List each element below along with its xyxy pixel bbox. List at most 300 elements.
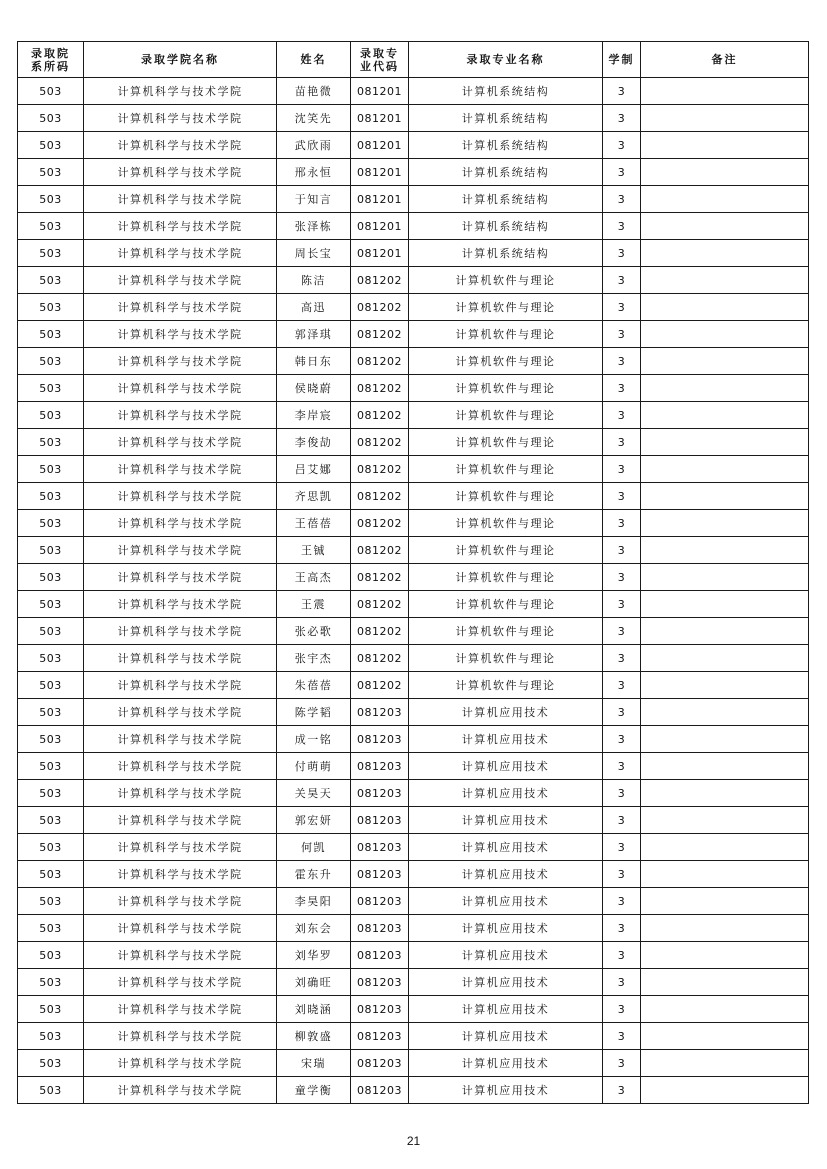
table-row — [18, 348, 809, 375]
remarks-cell — [641, 456, 809, 483]
table-row — [18, 618, 809, 645]
college-name-cell: 计算机科学与技术学院 — [84, 429, 277, 456]
dept-code-cell: 503 — [18, 321, 84, 348]
table-row — [18, 645, 809, 672]
duration-cell: 3 — [603, 834, 641, 861]
major-name-cell: 计算机应用技术 — [409, 888, 603, 915]
student-name-cell: 张宇杰 — [277, 645, 351, 672]
header-student-name: 姓名 — [277, 42, 351, 78]
duration-cell: 3 — [603, 1050, 641, 1077]
major-code-cell: 081203 — [351, 996, 409, 1023]
student-name-cell: 关昊天 — [277, 780, 351, 807]
college-name-cell: 计算机科学与技术学院 — [84, 456, 277, 483]
remarks-cell — [641, 645, 809, 672]
college-name-cell: 计算机科学与技术学院 — [84, 591, 277, 618]
major-code-cell: 081202 — [351, 645, 409, 672]
table-row — [18, 834, 809, 861]
remarks-cell — [641, 159, 809, 186]
duration-cell: 3 — [603, 564, 641, 591]
remarks-cell — [641, 402, 809, 429]
college-name-cell: 计算机科学与技术学院 — [84, 186, 277, 213]
table-row — [18, 996, 809, 1023]
major-code-cell: 081201 — [351, 186, 409, 213]
college-name-cell: 计算机科学与技术学院 — [84, 645, 277, 672]
student-name-cell: 王铖 — [277, 537, 351, 564]
major-name-cell: 计算机软件与理论 — [409, 267, 603, 294]
major-code-cell: 081203 — [351, 726, 409, 753]
major-code-cell: 081203 — [351, 888, 409, 915]
college-name-cell: 计算机科学与技术学院 — [84, 915, 277, 942]
duration-cell: 3 — [603, 105, 641, 132]
major-name-cell: 计算机软件与理论 — [409, 645, 603, 672]
remarks-cell — [641, 834, 809, 861]
major-name-cell: 计算机软件与理论 — [409, 564, 603, 591]
student-name-cell: 陈学韬 — [277, 699, 351, 726]
major-name-cell: 计算机系统结构 — [409, 213, 603, 240]
major-name-cell: 计算机软件与理论 — [409, 321, 603, 348]
dept-code-cell: 503 — [18, 753, 84, 780]
major-name-cell: 计算机应用技术 — [409, 807, 603, 834]
duration-cell: 3 — [603, 213, 641, 240]
student-name-cell: 刘华罗 — [277, 942, 351, 969]
major-name-cell: 计算机软件与理论 — [409, 672, 603, 699]
table-body — [18, 78, 809, 1104]
major-name-cell: 计算机系统结构 — [409, 105, 603, 132]
major-name-cell: 计算机应用技术 — [409, 780, 603, 807]
major-name-cell: 计算机系统结构 — [409, 240, 603, 267]
table-row — [18, 213, 809, 240]
student-name-cell: 王蓓蓓 — [277, 510, 351, 537]
college-name-cell: 计算机科学与技术学院 — [84, 321, 277, 348]
admission-table — [17, 41, 809, 1104]
table-row — [18, 375, 809, 402]
table-row — [18, 780, 809, 807]
remarks-cell — [641, 1023, 809, 1050]
dept-code-cell: 503 — [18, 402, 84, 429]
table-row — [18, 969, 809, 996]
dept-code-cell: 503 — [18, 537, 84, 564]
college-name-cell: 计算机科学与技术学院 — [84, 375, 277, 402]
duration-cell: 3 — [603, 159, 641, 186]
college-name-cell: 计算机科学与技术学院 — [84, 753, 277, 780]
major-name-cell: 计算机应用技术 — [409, 996, 603, 1023]
remarks-cell — [641, 294, 809, 321]
college-name-cell: 计算机科学与技术学院 — [84, 537, 277, 564]
remarks-cell — [641, 105, 809, 132]
major-name-cell: 计算机软件与理论 — [409, 348, 603, 375]
duration-cell: 3 — [603, 402, 641, 429]
header-major-code: 录取专业代码 — [351, 42, 409, 78]
dept-code-cell: 503 — [18, 1023, 84, 1050]
remarks-cell — [641, 537, 809, 564]
table-row — [18, 942, 809, 969]
major-code-cell: 081202 — [351, 510, 409, 537]
student-name-cell: 刘东会 — [277, 915, 351, 942]
dept-code-cell: 503 — [18, 294, 84, 321]
remarks-cell — [641, 618, 809, 645]
student-name-cell: 刘晓涵 — [277, 996, 351, 1023]
duration-cell: 3 — [603, 186, 641, 213]
major-code-cell: 081202 — [351, 375, 409, 402]
college-name-cell: 计算机科学与技术学院 — [84, 780, 277, 807]
student-name-cell: 郭宏妍 — [277, 807, 351, 834]
table-row — [18, 402, 809, 429]
dept-code-cell: 503 — [18, 564, 84, 591]
dept-code-cell: 503 — [18, 969, 84, 996]
duration-cell: 3 — [603, 942, 641, 969]
dept-code-cell: 503 — [18, 780, 84, 807]
duration-cell: 3 — [603, 915, 641, 942]
dept-code-cell: 503 — [18, 915, 84, 942]
remarks-cell — [641, 375, 809, 402]
remarks-cell — [641, 132, 809, 159]
dept-code-cell: 503 — [18, 726, 84, 753]
table-row — [18, 132, 809, 159]
college-name-cell: 计算机科学与技术学院 — [84, 240, 277, 267]
remarks-cell — [641, 510, 809, 537]
remarks-cell — [641, 672, 809, 699]
dept-code-cell: 503 — [18, 267, 84, 294]
major-code-cell: 081203 — [351, 753, 409, 780]
college-name-cell: 计算机科学与技术学院 — [84, 1023, 277, 1050]
major-name-cell: 计算机软件与理论 — [409, 294, 603, 321]
duration-cell: 3 — [603, 618, 641, 645]
dept-code-cell: 503 — [18, 1050, 84, 1077]
major-name-cell: 计算机软件与理论 — [409, 591, 603, 618]
major-code-cell: 081203 — [351, 861, 409, 888]
remarks-cell — [641, 888, 809, 915]
major-code-cell: 081201 — [351, 240, 409, 267]
major-name-cell: 计算机应用技术 — [409, 726, 603, 753]
remarks-cell — [641, 861, 809, 888]
duration-cell: 3 — [603, 429, 641, 456]
table-row — [18, 456, 809, 483]
dept-code-cell: 503 — [18, 348, 84, 375]
student-name-cell: 齐思凯 — [277, 483, 351, 510]
major-name-cell: 计算机应用技术 — [409, 699, 603, 726]
major-code-cell: 081202 — [351, 483, 409, 510]
remarks-cell — [641, 1077, 809, 1104]
student-name-cell: 李昊阳 — [277, 888, 351, 915]
dept-code-cell: 503 — [18, 510, 84, 537]
table-row — [18, 564, 809, 591]
student-name-cell: 朱蓓蓓 — [277, 672, 351, 699]
dept-code-cell: 503 — [18, 996, 84, 1023]
table-row — [18, 321, 809, 348]
major-name-cell: 计算机软件与理论 — [409, 483, 603, 510]
table-row — [18, 267, 809, 294]
major-name-cell: 计算机应用技术 — [409, 1077, 603, 1104]
remarks-cell — [641, 807, 809, 834]
major-code-cell: 081201 — [351, 213, 409, 240]
dept-code-cell: 503 — [18, 807, 84, 834]
major-code-cell: 081202 — [351, 672, 409, 699]
table-row — [18, 483, 809, 510]
major-code-cell: 081203 — [351, 1050, 409, 1077]
remarks-cell — [641, 213, 809, 240]
major-code-cell: 081203 — [351, 969, 409, 996]
header-major-name: 录取专业名称 — [409, 42, 603, 78]
table-row — [18, 537, 809, 564]
duration-cell: 3 — [603, 591, 641, 618]
major-code-cell: 081202 — [351, 348, 409, 375]
major-name-cell: 计算机软件与理论 — [409, 510, 603, 537]
college-name-cell: 计算机科学与技术学院 — [84, 618, 277, 645]
dept-code-cell: 503 — [18, 888, 84, 915]
duration-cell: 3 — [603, 1023, 641, 1050]
major-code-cell: 081202 — [351, 456, 409, 483]
duration-cell: 3 — [603, 1077, 641, 1104]
major-name-cell: 计算机应用技术 — [409, 1023, 603, 1050]
major-name-cell: 计算机软件与理论 — [409, 456, 603, 483]
student-name-cell: 沈笑先 — [277, 105, 351, 132]
remarks-cell — [641, 483, 809, 510]
student-name-cell: 霍东升 — [277, 861, 351, 888]
college-name-cell: 计算机科学与技术学院 — [84, 672, 277, 699]
major-code-cell: 081203 — [351, 1023, 409, 1050]
duration-cell: 3 — [603, 753, 641, 780]
college-name-cell: 计算机科学与技术学院 — [84, 294, 277, 321]
dept-code-cell: 503 — [18, 591, 84, 618]
student-name-cell: 李岸宸 — [277, 402, 351, 429]
major-code-cell: 081202 — [351, 591, 409, 618]
major-code-cell: 081203 — [351, 942, 409, 969]
college-name-cell: 计算机科学与技术学院 — [84, 969, 277, 996]
dept-code-cell: 503 — [18, 240, 84, 267]
college-name-cell: 计算机科学与技术学院 — [84, 888, 277, 915]
major-name-cell: 计算机软件与理论 — [409, 402, 603, 429]
table-row — [18, 1023, 809, 1050]
remarks-cell — [641, 996, 809, 1023]
remarks-cell — [641, 942, 809, 969]
major-code-cell: 081202 — [351, 564, 409, 591]
college-name-cell: 计算机科学与技术学院 — [84, 78, 277, 105]
duration-cell: 3 — [603, 294, 641, 321]
table-row — [18, 429, 809, 456]
header-remarks: 备注 — [641, 42, 809, 78]
duration-cell: 3 — [603, 726, 641, 753]
student-name-cell: 高迅 — [277, 294, 351, 321]
student-name-cell: 宋瑞 — [277, 1050, 351, 1077]
dept-code-cell: 503 — [18, 1077, 84, 1104]
major-code-cell: 081202 — [351, 618, 409, 645]
duration-cell: 3 — [603, 375, 641, 402]
major-name-cell: 计算机软件与理论 — [409, 618, 603, 645]
admission-list-sheet — [17, 41, 808, 1104]
dept-code-cell: 503 — [18, 159, 84, 186]
college-name-cell: 计算机科学与技术学院 — [84, 1077, 277, 1104]
student-name-cell: 柳敦盛 — [277, 1023, 351, 1050]
student-name-cell: 周长宝 — [277, 240, 351, 267]
remarks-cell — [641, 240, 809, 267]
major-code-cell: 081203 — [351, 780, 409, 807]
duration-cell: 3 — [603, 267, 641, 294]
table-row — [18, 510, 809, 537]
dept-code-cell: 503 — [18, 105, 84, 132]
duration-cell: 3 — [603, 537, 641, 564]
college-name-cell: 计算机科学与技术学院 — [84, 699, 277, 726]
major-code-cell: 081202 — [351, 429, 409, 456]
major-name-cell: 计算机系统结构 — [409, 78, 603, 105]
header-duration: 学制 — [603, 42, 641, 78]
dept-code-cell: 503 — [18, 456, 84, 483]
dept-code-cell: 503 — [18, 213, 84, 240]
table-row — [18, 753, 809, 780]
table-row — [18, 591, 809, 618]
student-name-cell: 苗艳微 — [277, 78, 351, 105]
college-name-cell: 计算机科学与技术学院 — [84, 996, 277, 1023]
table-row — [18, 78, 809, 105]
duration-cell: 3 — [603, 240, 641, 267]
college-name-cell: 计算机科学与技术学院 — [84, 726, 277, 753]
dept-code-cell: 503 — [18, 834, 84, 861]
college-name-cell: 计算机科学与技术学院 — [84, 510, 277, 537]
dept-code-cell: 503 — [18, 429, 84, 456]
dept-code-cell: 503 — [18, 375, 84, 402]
major-code-cell: 081202 — [351, 267, 409, 294]
remarks-cell — [641, 321, 809, 348]
duration-cell: 3 — [603, 699, 641, 726]
remarks-cell — [641, 753, 809, 780]
major-name-cell: 计算机系统结构 — [409, 186, 603, 213]
table-row — [18, 915, 809, 942]
student-name-cell: 王高杰 — [277, 564, 351, 591]
college-name-cell: 计算机科学与技术学院 — [84, 348, 277, 375]
remarks-cell — [641, 429, 809, 456]
remarks-cell — [641, 267, 809, 294]
table-row — [18, 240, 809, 267]
major-code-cell: 081201 — [351, 132, 409, 159]
student-name-cell: 陈洁 — [277, 267, 351, 294]
table-row — [18, 1077, 809, 1104]
remarks-cell — [641, 780, 809, 807]
remarks-cell — [641, 591, 809, 618]
duration-cell: 3 — [603, 969, 641, 996]
remarks-cell — [641, 78, 809, 105]
college-name-cell: 计算机科学与技术学院 — [84, 1050, 277, 1077]
dept-code-cell: 503 — [18, 942, 84, 969]
header-row — [18, 42, 809, 78]
duration-cell: 3 — [603, 888, 641, 915]
major-code-cell: 081203 — [351, 807, 409, 834]
header-college-name: 录取学院名称 — [84, 42, 277, 78]
college-name-cell: 计算机科学与技术学院 — [84, 213, 277, 240]
dept-code-cell: 503 — [18, 861, 84, 888]
major-code-cell: 081203 — [351, 699, 409, 726]
student-name-cell: 刘确旺 — [277, 969, 351, 996]
duration-cell: 3 — [603, 321, 641, 348]
student-name-cell: 于知言 — [277, 186, 351, 213]
table-row — [18, 294, 809, 321]
remarks-cell — [641, 726, 809, 753]
dept-code-cell: 503 — [18, 483, 84, 510]
duration-cell: 3 — [603, 348, 641, 375]
duration-cell: 3 — [603, 483, 641, 510]
duration-cell: 3 — [603, 645, 641, 672]
duration-cell: 3 — [603, 672, 641, 699]
header-dept-code: 录取院系所码 — [18, 42, 84, 78]
table-row — [18, 861, 809, 888]
major-name-cell: 计算机应用技术 — [409, 861, 603, 888]
duration-cell: 3 — [603, 456, 641, 483]
student-name-cell: 王震 — [277, 591, 351, 618]
college-name-cell: 计算机科学与技术学院 — [84, 132, 277, 159]
duration-cell: 3 — [603, 996, 641, 1023]
table-row — [18, 105, 809, 132]
table-row — [18, 672, 809, 699]
table-row — [18, 159, 809, 186]
remarks-cell — [641, 1050, 809, 1077]
college-name-cell: 计算机科学与技术学院 — [84, 159, 277, 186]
duration-cell: 3 — [603, 78, 641, 105]
remarks-cell — [641, 699, 809, 726]
duration-cell: 3 — [603, 780, 641, 807]
table-row — [18, 699, 809, 726]
dept-code-cell: 503 — [18, 699, 84, 726]
major-code-cell: 081201 — [351, 105, 409, 132]
dept-code-cell: 503 — [18, 618, 84, 645]
major-code-cell: 081202 — [351, 537, 409, 564]
student-name-cell: 何凯 — [277, 834, 351, 861]
college-name-cell: 计算机科学与技术学院 — [84, 564, 277, 591]
major-name-cell: 计算机系统结构 — [409, 159, 603, 186]
major-name-cell: 计算机软件与理论 — [409, 429, 603, 456]
student-name-cell: 成一铭 — [277, 726, 351, 753]
major-name-cell: 计算机应用技术 — [409, 942, 603, 969]
college-name-cell: 计算机科学与技术学院 — [84, 267, 277, 294]
student-name-cell: 郭泽琪 — [277, 321, 351, 348]
college-name-cell: 计算机科学与技术学院 — [84, 483, 277, 510]
college-name-cell: 计算机科学与技术学院 — [84, 807, 277, 834]
student-name-cell: 韩日东 — [277, 348, 351, 375]
major-code-cell: 081203 — [351, 834, 409, 861]
major-name-cell: 计算机应用技术 — [409, 834, 603, 861]
major-code-cell: 081203 — [351, 915, 409, 942]
table-row — [18, 888, 809, 915]
student-name-cell: 张必歌 — [277, 618, 351, 645]
dept-code-cell: 503 — [18, 672, 84, 699]
remarks-cell — [641, 186, 809, 213]
college-name-cell: 计算机科学与技术学院 — [84, 402, 277, 429]
major-name-cell: 计算机应用技术 — [409, 1050, 603, 1077]
student-name-cell: 侯晓蔚 — [277, 375, 351, 402]
college-name-cell: 计算机科学与技术学院 — [84, 105, 277, 132]
student-name-cell: 张泽栋 — [277, 213, 351, 240]
major-code-cell: 081202 — [351, 321, 409, 348]
duration-cell: 3 — [603, 807, 641, 834]
major-name-cell: 计算机系统结构 — [409, 132, 603, 159]
remarks-cell — [641, 969, 809, 996]
dept-code-cell: 503 — [18, 78, 84, 105]
major-code-cell: 081202 — [351, 294, 409, 321]
college-name-cell: 计算机科学与技术学院 — [84, 861, 277, 888]
student-name-cell: 付萌萌 — [277, 753, 351, 780]
student-name-cell: 武欣雨 — [277, 132, 351, 159]
dept-code-cell: 503 — [18, 132, 84, 159]
duration-cell: 3 — [603, 132, 641, 159]
dept-code-cell: 503 — [18, 186, 84, 213]
major-name-cell: 计算机应用技术 — [409, 753, 603, 780]
remarks-cell — [641, 915, 809, 942]
major-name-cell: 计算机应用技术 — [409, 915, 603, 942]
college-name-cell: 计算机科学与技术学院 — [84, 942, 277, 969]
duration-cell: 3 — [603, 510, 641, 537]
major-name-cell: 计算机应用技术 — [409, 969, 603, 996]
table-row — [18, 186, 809, 213]
table-row — [18, 726, 809, 753]
table-row — [18, 807, 809, 834]
student-name-cell: 邢永恒 — [277, 159, 351, 186]
